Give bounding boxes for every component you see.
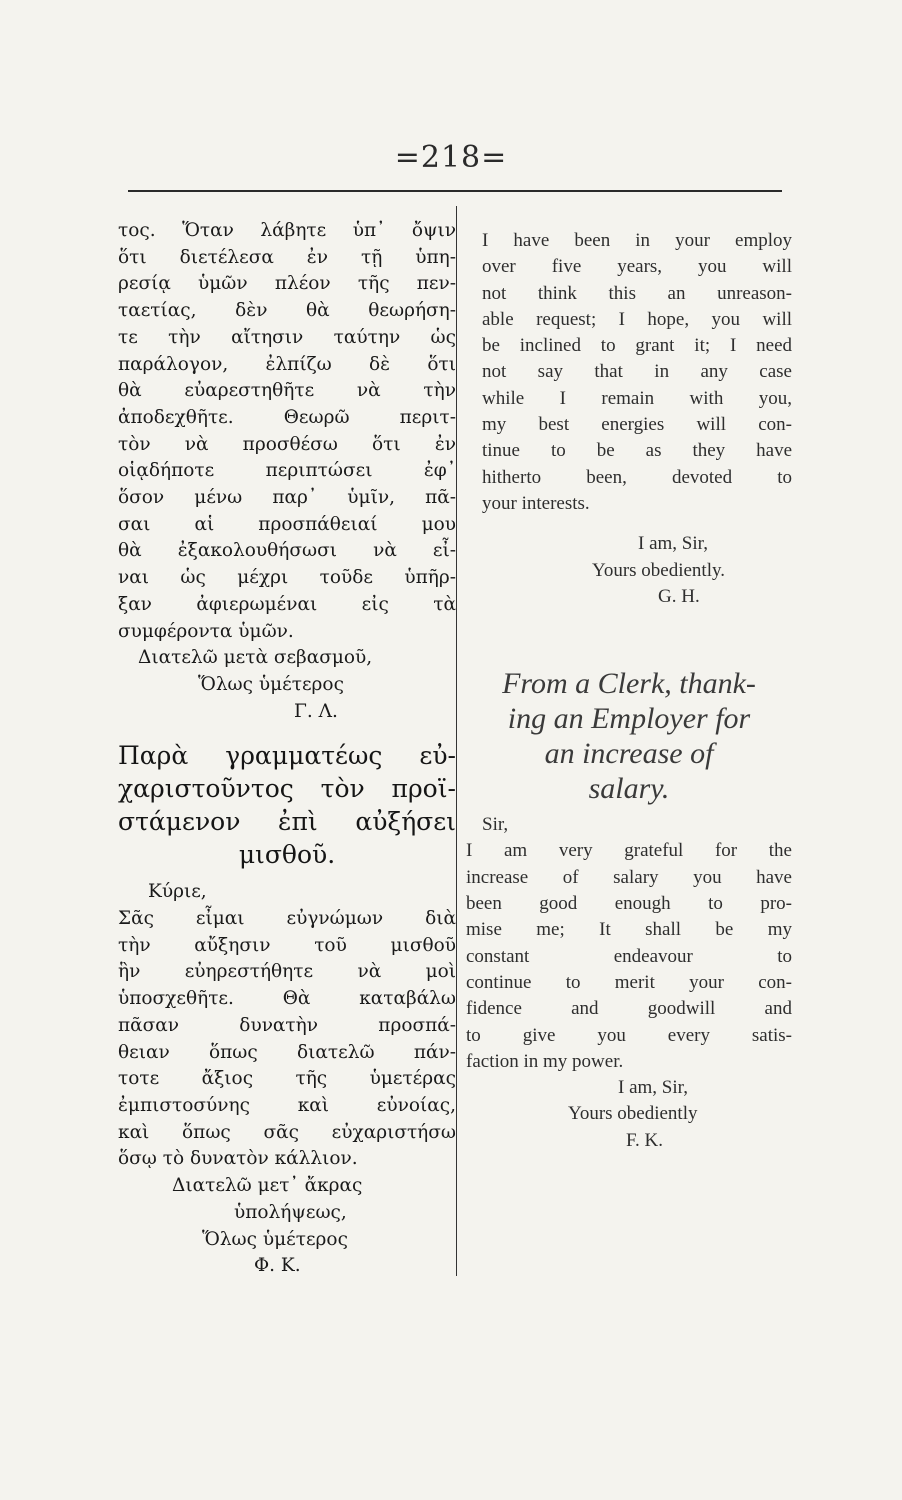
text-line: been good enough to pro-	[466, 893, 792, 915]
text-line: to give you every satis-	[466, 1024, 792, 1046]
text-line: ὅτι διετέλεσα ἐν τῇ ὑπη-	[118, 246, 456, 268]
text-line: I am very grateful for the	[466, 840, 792, 862]
text-line: τε τὴν αἴτησιν ταύτην ὡς	[118, 326, 456, 348]
closing-line: ὑπολήψεως,	[234, 1201, 347, 1223]
text-line: παράλογον, ἐλπίζω δὲ ὅτι	[118, 353, 456, 375]
text-line: οἱᾳδήποτε περιπτώσει ἐφ᾽	[118, 460, 456, 482]
english-letter-2-heading	[464, 666, 794, 806]
greek-column	[118, 218, 456, 1280]
text-line: fidence and goodwill and	[466, 998, 792, 1020]
text-line: θὰ εὐαρεστηθῆτε νὰ τὴν	[118, 380, 456, 402]
signature: G. H.	[658, 585, 700, 607]
column-divider	[456, 206, 457, 1276]
text-line: ἀποδεχθῆτε. Θεωρῶ περιτ-	[118, 406, 456, 428]
text-line: ρεσίᾳ ὑμῶν πλέον τῆς πεν-	[118, 273, 456, 295]
text-line: over five years, you will	[482, 256, 792, 278]
text-line: ἣν εὐηρεστήθητε νὰ μοὶ	[118, 961, 456, 983]
header-rule	[128, 190, 782, 192]
greek-letter-2	[118, 879, 456, 1280]
text-line: able request; I hope, you will	[482, 308, 792, 330]
text-line: θειαν ὅπως διατελῶ πάν-	[118, 1041, 456, 1063]
text-line: faction in my power.	[466, 1050, 624, 1072]
text-line: ταετίας, δὲν θὰ θεωρήση-	[118, 300, 456, 322]
signature: Γ. Λ.	[294, 700, 338, 722]
text-line: θὰ ἐξακολουθήσωσι νὰ εἶ-	[118, 540, 456, 562]
text-line: τοτε ἄξιος τῆς ὑμετέρας	[118, 1068, 456, 1090]
text-line: τος. Ὅταν λάβητε ὑπ᾽ ὄψιν	[118, 220, 456, 241]
text-line: ὅσῳ τὸ δυνατὸν κάλλιον.	[118, 1148, 358, 1170]
spacer	[482, 517, 792, 531]
text-line: συμφέροντα ὑμῶν.	[118, 620, 294, 642]
closing-line: I am, Sir,	[638, 533, 708, 555]
yours-line: Ὅλως ὑμέτερος	[202, 1228, 348, 1250]
english-letter-2	[466, 812, 792, 1154]
text-line: I have been in your employ	[482, 230, 792, 251]
text-line: τὴν αὔξησιν τοῦ μισθοῦ	[118, 934, 456, 956]
text-line: καὶ ὅπως σᾶς εὐχαριστήσω	[118, 1121, 456, 1143]
text-line: σαι αἱ προσπάθειαί μου	[118, 513, 456, 535]
closing-line: I am, Sir,	[618, 1077, 688, 1099]
text-line: be inclined to grant it; I need	[482, 335, 792, 357]
heading-line: From a Clerk, thank-	[502, 667, 756, 701]
salutation: Κύριε,	[148, 881, 207, 903]
text-line: τὸν νὰ προσθέσω ὅτι ἐν	[118, 433, 456, 455]
signature: Φ. Κ.	[254, 1255, 301, 1277]
heading-line: μισθοῦ.	[238, 840, 336, 870]
closing-line: Διατελῶ μετὰ σεβασμοῦ,	[138, 647, 373, 669]
heading-line: Παρὰ γραμματέως εὐ-	[118, 741, 456, 771]
heading-line: στάμενον ἐπὶ αὐξήσει	[118, 807, 456, 837]
greek-letter-2-heading	[118, 739, 456, 871]
text-line: not think this an unreason-	[482, 282, 792, 304]
text-line: not say that in any case	[482, 361, 792, 383]
text-line: hitherto been, devoted to	[482, 466, 792, 488]
closing-line: Διατελῶ μετ᾽ ἄκρας	[172, 1175, 363, 1197]
text-line: continue to merit your con-	[466, 971, 792, 993]
text-line: while I remain with you,	[482, 387, 792, 409]
yours-line: Yours obediently	[568, 1103, 698, 1125]
yours-line: Ὅλως ὑμέτερος	[198, 673, 344, 695]
text-line: increase of salary you have	[466, 866, 792, 888]
page-number: =218=	[394, 140, 508, 175]
text-line: ξαν ἀφιερωμέναι εἰς τὰ	[118, 593, 456, 615]
english-letter-1-body	[482, 228, 792, 610]
signature: F. K.	[626, 1129, 664, 1151]
salutation: Sir,	[482, 814, 509, 836]
english-column	[466, 228, 792, 1154]
text-line: ἐμπιστοσύνης καὶ εὐνοίας,	[118, 1094, 456, 1116]
text-line: ὑποσχεθῆτε. Θὰ καταβάλω	[118, 988, 456, 1010]
text-line: mise me; It shall be my	[466, 919, 792, 941]
heading-line: an increase of	[544, 737, 714, 771]
text-line: ναι ὡς μέχρι τοῦδε ὑπῆρ-	[118, 567, 456, 589]
greek-letter-1-body	[118, 218, 456, 725]
heading-line: ing an Employer for	[507, 702, 751, 736]
text-line: my best energies will con-	[482, 414, 792, 436]
text-line: Σᾶς εἶμαι εὐγνώμων διὰ	[118, 908, 456, 930]
heading-line: salary.	[588, 772, 670, 806]
text-line: πᾶσαν δυνατὴν προσπά-	[118, 1014, 456, 1036]
text-line: your interests.	[482, 492, 590, 514]
yours-line: Yours obediently.	[592, 559, 726, 581]
text-line: tinue to be as they have	[482, 440, 792, 462]
text-line: constant endeavour to	[466, 945, 792, 967]
heading-line: χαριστοῦντος τὸν προϊ-	[118, 774, 456, 804]
text-line: ὅσον μένω παρ᾽ ὑμῖν, πᾶ-	[118, 487, 456, 509]
